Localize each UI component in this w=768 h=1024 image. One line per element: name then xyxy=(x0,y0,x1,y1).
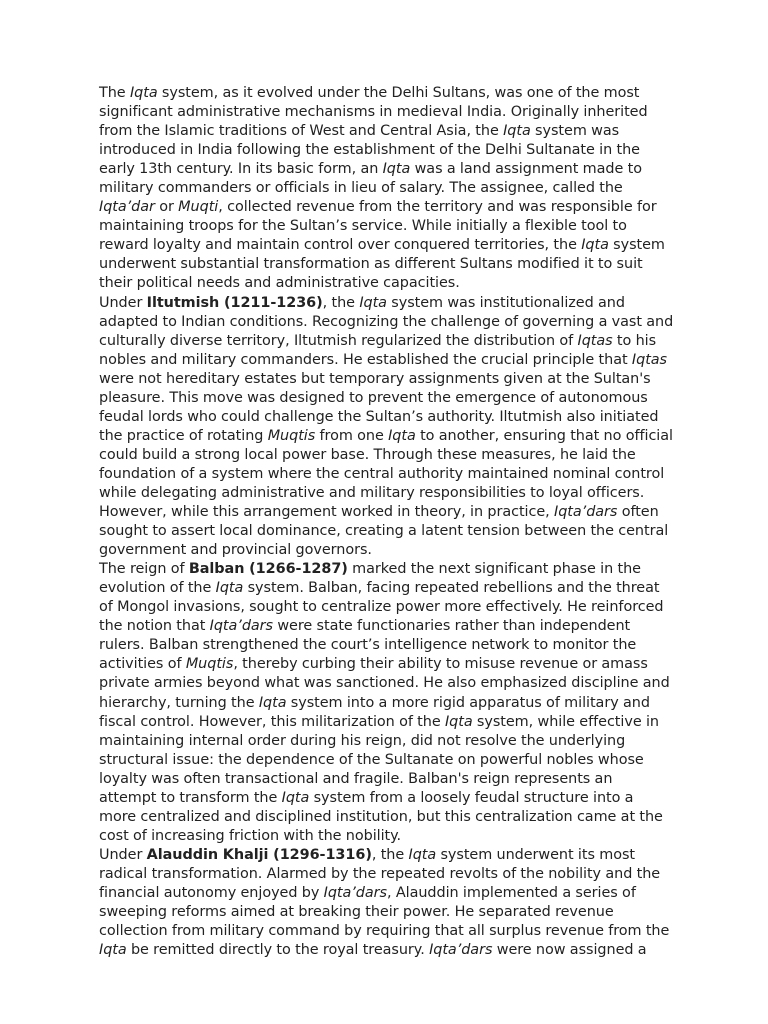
text-run: from one xyxy=(315,427,389,444)
text-run: , Alauddin implemented a series of sweeping reforms aimed at breaking their power. He separated revenue collection from military command by requiring that all surplus revenue from the xyxy=(99,884,670,940)
italic-term: Iqta’dars xyxy=(323,884,387,901)
italic-term: Muqtis xyxy=(185,656,234,673)
text-run: or xyxy=(154,199,179,216)
document-body xyxy=(99,84,674,960)
text-run: Under xyxy=(99,846,147,863)
italic-term: Iqta’dars xyxy=(554,504,618,521)
text-run: to another, ensuring that no official could build a strong local power base. Through these measures, he laid the foundation of a system where the central authority maintained nominal control while delegating administrative and military responsibilities to loyal officers. However, while this arrangement worked in theory, in practice, xyxy=(99,427,673,521)
italic-term: Iqta’dars xyxy=(429,942,493,959)
text-run: system. Balban, facing repeated rebellions and the threat of Mongol invasions, sought to centralize power more effectively. He reinforced the notion that xyxy=(99,580,664,635)
ruler-name: Balban (1266-1287) xyxy=(188,561,348,578)
text-run: The reign of xyxy=(99,561,189,578)
text-run: system was introduced in India following the establishment of the Delhi Sultanate in the early 13th century. In its basic form, an xyxy=(99,123,640,178)
text-run: were now assigned a xyxy=(492,942,647,959)
text-run: system underwent substantial transformation as different Sultans modified it to suit their political needs and administrative capacities. xyxy=(99,237,665,292)
ruler-name: Iltutmish (1211-1236) xyxy=(146,294,323,311)
text-run: , thereby curbing their ability to misuse revenue or amass private armies beyond what was sanctioned. He also emphasized discipline and hierarchy, turning the xyxy=(99,656,670,711)
text-run: system, as it evolved under the Delhi Sultans, was one of the most significant administrative mechanisms in medieval India. Originally inherited from the Islamic traditions of West and Central Asia, the xyxy=(99,85,648,140)
text-run: was a land assignment made to military commanders or officials in lieu of salary. The assignee, called the xyxy=(99,161,642,197)
paragraph-alauddin xyxy=(99,846,674,960)
paragraph-iltutmish xyxy=(99,294,674,561)
italic-term: Iqta’dars xyxy=(209,618,273,635)
italic-term: Iqta’dar xyxy=(99,199,155,216)
text-run: Under xyxy=(99,294,147,311)
italic-term: Iqta xyxy=(408,846,437,863)
italic-term: Muqtis xyxy=(267,427,316,444)
italic-term: Iqtas xyxy=(631,351,668,368)
italic-term: Iqta xyxy=(359,294,387,311)
text-run: The xyxy=(99,85,130,101)
text-run: , the xyxy=(322,294,360,311)
italic-term: Iqta xyxy=(215,580,244,597)
text-run: were state functionaries rather than independent rulers. Balban strengthened the court’s intelligence network to monitor the activities of xyxy=(99,618,637,673)
text-run: , collected revenue from the territory and was responsible for maintaining troops for the Sultan’s service. While initially a flexible tool to reward loyalty and maintain control over conquered territories, the xyxy=(99,199,657,254)
ruler-name: Alauddin Khalji (1296-1316) xyxy=(146,846,372,863)
italic-term: Iqta xyxy=(382,161,411,178)
text-run: system from a loosely feudal structure into a more centralized and disciplined institution, but this centralization came at the cost of increasing friction with the nobility. xyxy=(99,789,663,844)
paragraph-intro xyxy=(99,84,674,294)
text-run: be remitted directly to the royal treasury. xyxy=(126,942,430,959)
text-run: system underwent its most radical transformation. Alarmed by the repeated revolts of the nobility and the financial autonomy enjoyed by xyxy=(99,846,661,901)
text-run: , the xyxy=(371,846,409,863)
text-run: system, while effective in maintaining internal order during his reign, did not resolve the underlying structural issue: the dependence of the Sultanate on powerful nobles whose loyalty was often transactional and fragile. Balban's reign represents an attempt to transform the xyxy=(99,713,659,806)
italic-term: Muqti xyxy=(178,199,219,216)
italic-term: Iqta xyxy=(99,942,127,959)
paragraph-balban xyxy=(99,560,674,846)
text-run: system was institutionalized and adapted to Indian conditions. Recognizing the challenge of governing a vast and culturally diverse territory, Iltutmish regularized the distribution of xyxy=(99,294,674,349)
italic-term: Iqtas xyxy=(577,332,613,349)
italic-term: Iqta xyxy=(258,694,287,711)
text-run: often sought to assert local dominance, creating a latent tension between the central government and provincial governors. xyxy=(99,504,669,559)
italic-term: Iqta xyxy=(388,427,416,444)
italic-term: Iqta xyxy=(129,85,158,101)
text-run: to his nobles and military commanders. He established the crucial principle that xyxy=(99,332,657,368)
text-run: were not hereditary estates but temporary assignments given at the Sultan's pleasure. This move was designed to prevent the emergence of autonomous feudal lords who could challenge the Sultan’s authority. Iltutmish also initiated the practice of rotating xyxy=(99,370,659,444)
italic-term: Iqta xyxy=(581,237,609,254)
italic-term: Iqta xyxy=(444,713,473,730)
text-run: marked the next significant phase in the evolution of the xyxy=(99,561,641,597)
text-run: system into a more rigid apparatus of military and fiscal control. However, this militarization of the xyxy=(99,694,650,730)
italic-term: Iqta xyxy=(503,123,531,140)
italic-term: Iqta xyxy=(281,789,310,806)
